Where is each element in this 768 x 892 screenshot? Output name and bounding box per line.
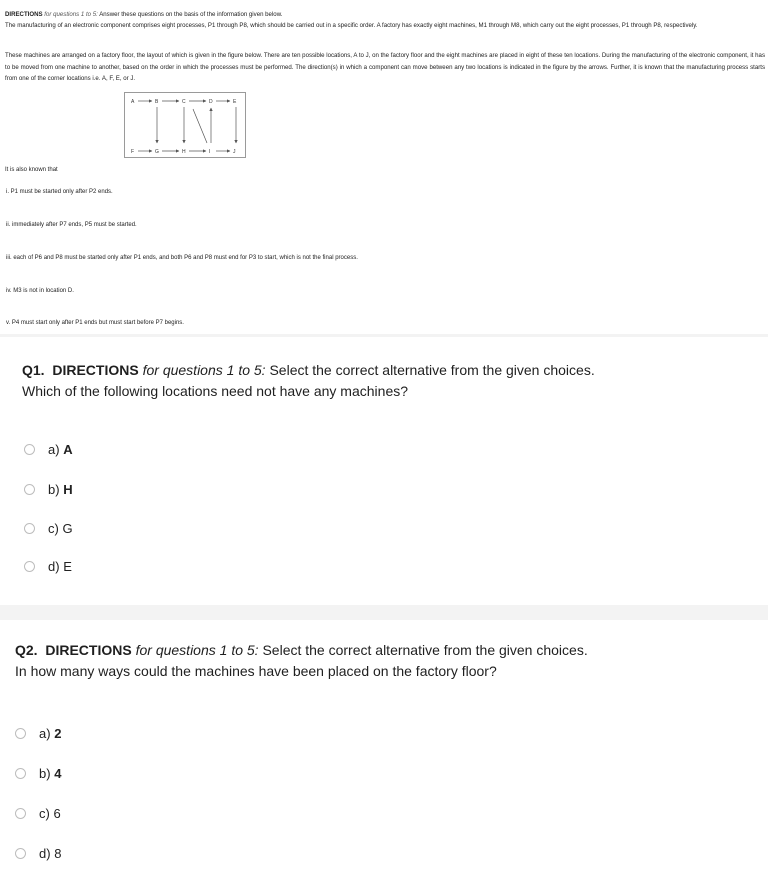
radio-button[interactable] (15, 768, 26, 779)
location-h: H (182, 149, 186, 155)
option-label: c) 6 (39, 806, 61, 821)
passage-panel (0, 0, 768, 334)
question-1-option-d[interactable] (24, 559, 72, 574)
location-a: A (131, 99, 135, 105)
radio-button[interactable] (15, 728, 26, 739)
question-2-option-a[interactable] (15, 726, 61, 741)
question-2-directions-label: DIRECTIONS (45, 642, 132, 658)
question-2-directions-text: Select the correct alternative from the given choices. (262, 642, 588, 658)
condition-2: ii. immediately after P7 ends, P5 must be started. (6, 222, 137, 228)
directions-scope: for questions 1 to 5: (44, 11, 98, 18)
condition-4: iv. M3 is not in location D. (6, 288, 74, 294)
option-label: d) 8 (39, 846, 62, 861)
condition-5: v. P4 must start only after P1 ends but must start before P7 begins. (6, 320, 184, 326)
question-2-option-b[interactable] (15, 766, 61, 781)
question-2-number: Q2. (15, 642, 38, 658)
factory-floor-diagram (124, 92, 246, 158)
option-label: a) A (48, 442, 73, 457)
question-2-option-c[interactable] (15, 806, 61, 821)
diagram-arrows (138, 101, 236, 151)
condition-1: i. P1 must be started only after P2 ends. (6, 189, 113, 195)
location-f: F (131, 149, 135, 155)
location-j: J (233, 149, 236, 155)
question-1-option-c[interactable] (24, 521, 73, 536)
question-1-header (22, 360, 742, 402)
radio-button[interactable] (24, 523, 35, 534)
option-label: d) E (48, 559, 72, 574)
question-card-1 (0, 337, 768, 605)
question-1-directions-label: DIRECTIONS (52, 362, 139, 378)
location-i: I (209, 149, 211, 155)
question-1-directions-text: Select the correct alternative from the given choices. (269, 362, 595, 378)
condition-3: iii. each of P6 and P8 must be started only after P1 ends, and both P6 and P8 must end for P3 to start, which is not the final process. (6, 255, 358, 261)
option-label: c) G (48, 521, 73, 536)
radio-button[interactable] (15, 848, 26, 859)
location-b: B (155, 99, 159, 105)
directions-label: DIRECTIONS (5, 11, 43, 18)
question-1-option-b[interactable] (24, 482, 73, 497)
location-c: C (182, 99, 186, 105)
option-label: b) 4 (39, 766, 62, 781)
question-2-text: In how many ways could the machines have been placed on the factory floor? (15, 663, 497, 679)
radio-button[interactable] (15, 808, 26, 819)
passage-intro: The manufacturing of an electronic component comprises eight processes, P1 through P8, which should be carried out in a specific order. A factory has exactly eight machines, M1 through M8, which carry out the eight processes, P1 through P8, respectively. (5, 22, 698, 29)
directions-text: Answer these questions on the basis of the information given below. (99, 11, 283, 18)
passage-directions (5, 9, 765, 31)
question-card-2 (0, 620, 768, 892)
question-2-header (15, 640, 745, 682)
passage-layout-paragraph: These machines are arranged on a factory floor, the layout of which is given in the figure below. There are ten possible locations, A to J, on the factory floor and the eight machines are placed in eight of these ten locations. During the manufacturing of the electronic component, it has to be moved from one machine to another, based on the order in which the processes must be performed. The direction(s) in which a component can move between any two locations is indicated in the figure by the arrows. Further, it is known that the manufacturing process starts from one of the corner locations i.e. A, F, E, or J. (5, 52, 765, 82)
question-1-text: Which of the following locations need not have any machines? (22, 383, 409, 399)
location-d: D (209, 99, 213, 105)
radio-button[interactable] (24, 561, 35, 572)
location-g: G (155, 149, 159, 155)
question-2-option-d[interactable] (15, 846, 61, 861)
question-1-directions-scope: for questions 1 to 5: (142, 362, 266, 378)
radio-button[interactable] (24, 484, 35, 495)
option-label: b) H (48, 482, 73, 497)
radio-button[interactable] (24, 444, 35, 455)
question-1-number: Q1. (22, 362, 45, 378)
question-2-directions-scope: for questions 1 to 5: (135, 642, 259, 658)
known-text: It is also known that (5, 167, 58, 173)
location-e: E (233, 99, 237, 105)
option-label: a) 2 (39, 726, 62, 741)
question-1-option-a[interactable] (24, 442, 73, 457)
